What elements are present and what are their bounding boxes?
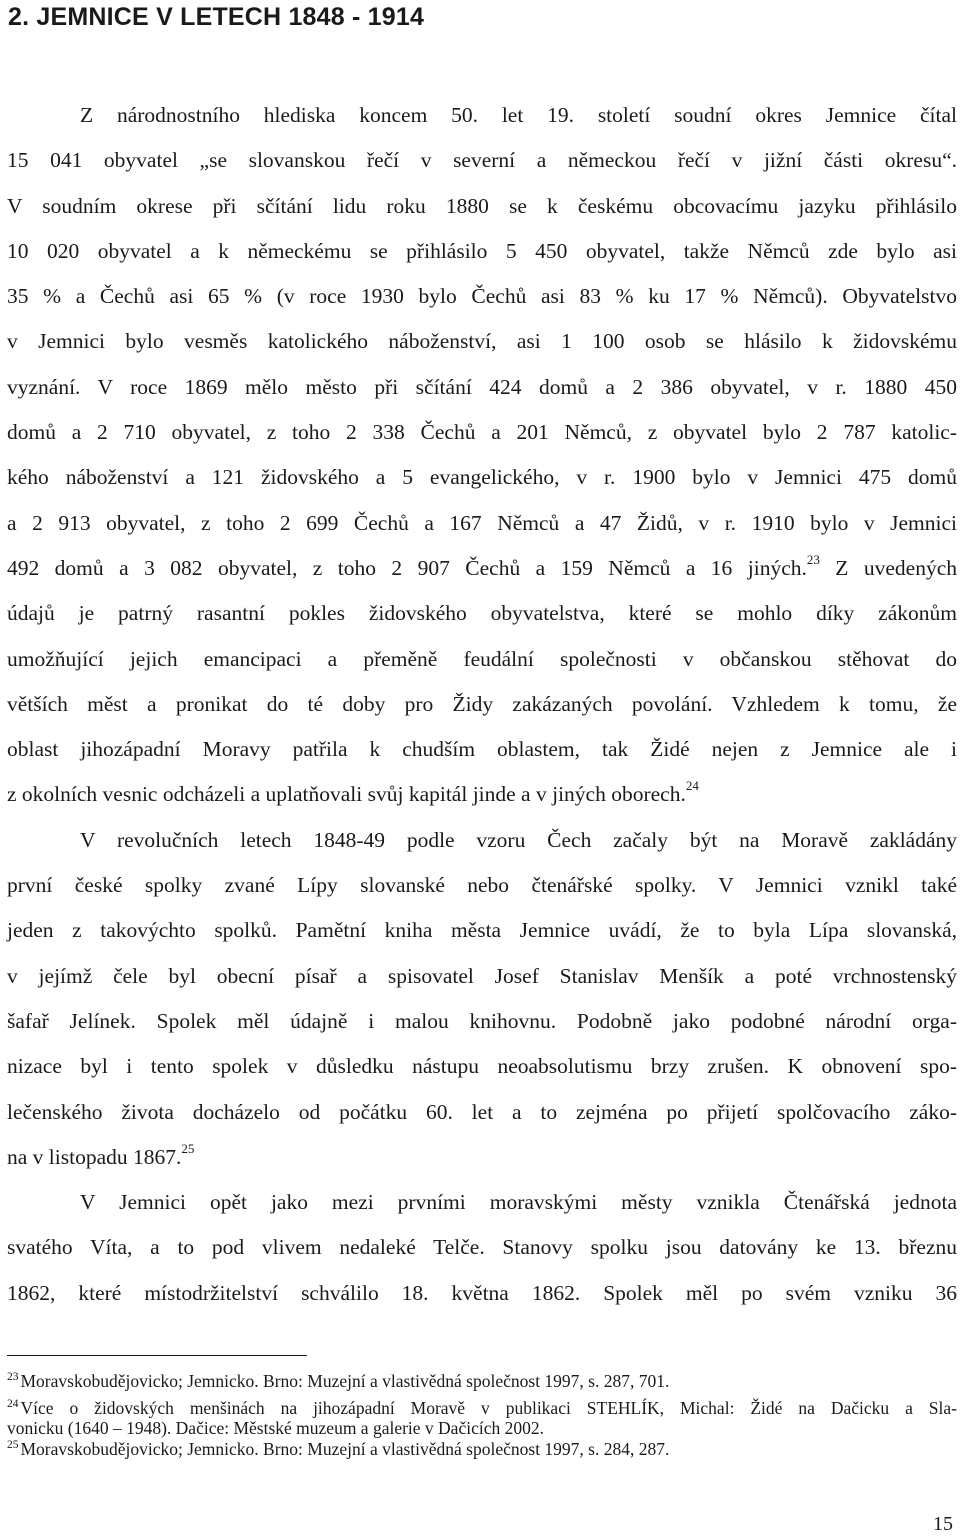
paragraph-1-line-14: větších měst a pronikat do té doby pro Židy zakázaných povolání. Vzhledem k tomu, že — [7, 691, 957, 716]
paragraph-1-line-2: 15 041 obyvatel „se slovanskou řečí v severní a německou řečí v jižní části okresu“. — [7, 148, 957, 173]
paragraph-1-line-11-tail: Z uvedených — [835, 555, 957, 580]
paragraph-1-line-8: domů a 2 710 obyvatel, z toho 2 338 Čechů a 201 Němců, z obyvatel bylo 2 787 katolic- — [7, 420, 957, 445]
paragraph-3-line-1: V Jemnici opět jako mezi prvními moravskými městy vznikla Čtenářská jednota — [80, 1190, 957, 1215]
paragraph-2-line-7: lečenského života docházelo od počátku 60. let a to zejména po přijetí spolčovacího záko- — [7, 1099, 957, 1124]
paragraph-1-line-7: vyznání. V roce 1869 mělo město při sčítání 424 domů a 2 386 obyvatel, v r. 1880 450 — [7, 374, 957, 399]
paragraph-1-line-6: v Jemnici bylo vesměs katolického náboženství, asi 1 100 osob se hlásilo k židovskému — [7, 329, 957, 354]
paragraph-1-line-11-text: 492 domů a 3 082 obyvatel, z toho 2 907 Čechů a 159 Němců a 16 jiných. — [7, 555, 807, 580]
footnote-25 — [7, 1439, 957, 1460]
footnote-24-continuation: vonicku (1640 – 1948). Dačice: Městské muzeum a galerie v Dačicích 2002. — [7, 1418, 544, 1438]
footnote-number: 24 — [7, 1397, 19, 1410]
footnote-text: Více o židovských menšinách na jihozápadní Moravě v publikaci STEHLÍK, Michal: Židé na Dačicku a Sla- — [20, 1397, 957, 1418]
footnote-ref-24: 24 — [685, 778, 699, 794]
page-number: 15 — [933, 1513, 953, 1535]
footnote-text: Moravskobudějovicko; Jemnicko. Brno: Muzejní a vlastivědná společnost 1997, s. 284, 287. — [20, 1438, 670, 1459]
paragraph-1-line-5: 35 % a Čechů asi 65 % (v roce 1930 bylo Čechů asi 83 % ku 17 % Němců). Obyvatelstvo — [7, 284, 957, 309]
paragraph-1-line-13: umožňující jejich emancipaci a přeměně feudální společnosti v občanskou stěhovat do — [7, 646, 957, 671]
paragraph-1-line-16-text: z okolních vesnic odcházeli a uplatňovali svůj kapitál jinde a v jiných oborech. — [7, 782, 686, 807]
footnote-ref-25: 25 — [181, 1140, 195, 1156]
paragraph-1-line-11 — [7, 546, 957, 591]
body-text — [7, 93, 957, 1316]
paragraph-1-line-4: 10 020 obyvatel a k německému se přihlásilo 5 450 obyvatel, takže Němců zde bylo asi — [7, 238, 957, 263]
footnote-text: Moravskobudějovicko; Jemnicko. Brno: Muzejní a vlastivědná společnost 1997, s. 287, 701. — [20, 1371, 670, 1391]
paragraph-1-line-3: V soudním okrese při sčítání lidu roku 1880 se k českému obcovacímu jazyku přihlásilo — [7, 193, 957, 218]
paragraph-2-line-3: jeden z takovýchto spolků. Pamětní kniha města Jemnice uvádí, že to byla Lípa slovanská, — [7, 918, 957, 943]
footnote-ref-23: 23 — [806, 551, 820, 567]
footnote-separator — [7, 1355, 307, 1356]
footnote-number: 25 — [7, 1438, 19, 1451]
paragraph-1-line-10: a 2 913 obyvatel, z toho 2 699 Čechů a 167 Němců a 47 Židů, v r. 1910 bylo v Jemnici — [7, 510, 957, 535]
paragraph-1-line-1: Z národnostního hlediska koncem 50. let 19. století soudní okres Jemnice čítal — [80, 103, 957, 127]
paragraph-3-line-2: svatého Víta, a to pod vlivem nedaleké Telče. Stanovy spolku jsou datovány ke 13. březnu — [7, 1235, 957, 1260]
paragraph-2-line-5: šafař Jelínek. Spolek měl údajně i malou knihovnu. Podobně jako podobné národní orga- — [7, 1008, 957, 1033]
paragraph-2-line-2: první české spolky zvané Lípy slovanské nebo čtenářské spolky. V Jemnici vznikl také — [7, 873, 957, 898]
paragraph-1-line-9: kého náboženství a 121 židovského a 5 evangelického, v r. 1900 bylo v Jemnici 475 domů — [7, 465, 957, 490]
chapter-heading: 2. JEMNICE V LETECH 1848 - 1914 — [8, 3, 425, 31]
paragraph-2-line-8 — [7, 1135, 957, 1180]
footnote-24 — [7, 1398, 957, 1419]
footnotes — [7, 1371, 957, 1459]
paragraph-2-line-6: nizace byl i tento spolek v důsledku nástupu neoabsolutismu brzy zrušen. K obnovení spo- — [7, 1054, 957, 1079]
paragraph-1-line-16 — [7, 772, 957, 817]
paragraph-3-line-3: 1862, které místodržitelství schválilo 18. května 1862. Spolek měl po svém vzniku 36 — [7, 1280, 957, 1305]
footnote-number: 23 — [7, 1371, 19, 1383]
paragraph-2-line-4: v jejímž čele byl obecní písař a spisovatel Josef Stanislav Menšík a poté vrchnostenský — [7, 963, 957, 988]
paragraph-1-line-15: oblast jihozápadní Moravy patřila k chudším oblastem, tak Židé nejen z Jemnice ale i — [7, 737, 957, 762]
paragraph-1-line-12: údajů je patrný rasantní pokles židovského obyvatelstva, které se mohlo díky zákonům — [7, 601, 957, 626]
footnote-23 — [7, 1371, 957, 1392]
paragraph-2-line-1: V revolučních letech 1848-49 podle vzoru Čech začaly být na Moravě zakládány — [80, 827, 957, 852]
paragraph-2-line-8-text: na v listopadu 1867. — [7, 1144, 182, 1169]
